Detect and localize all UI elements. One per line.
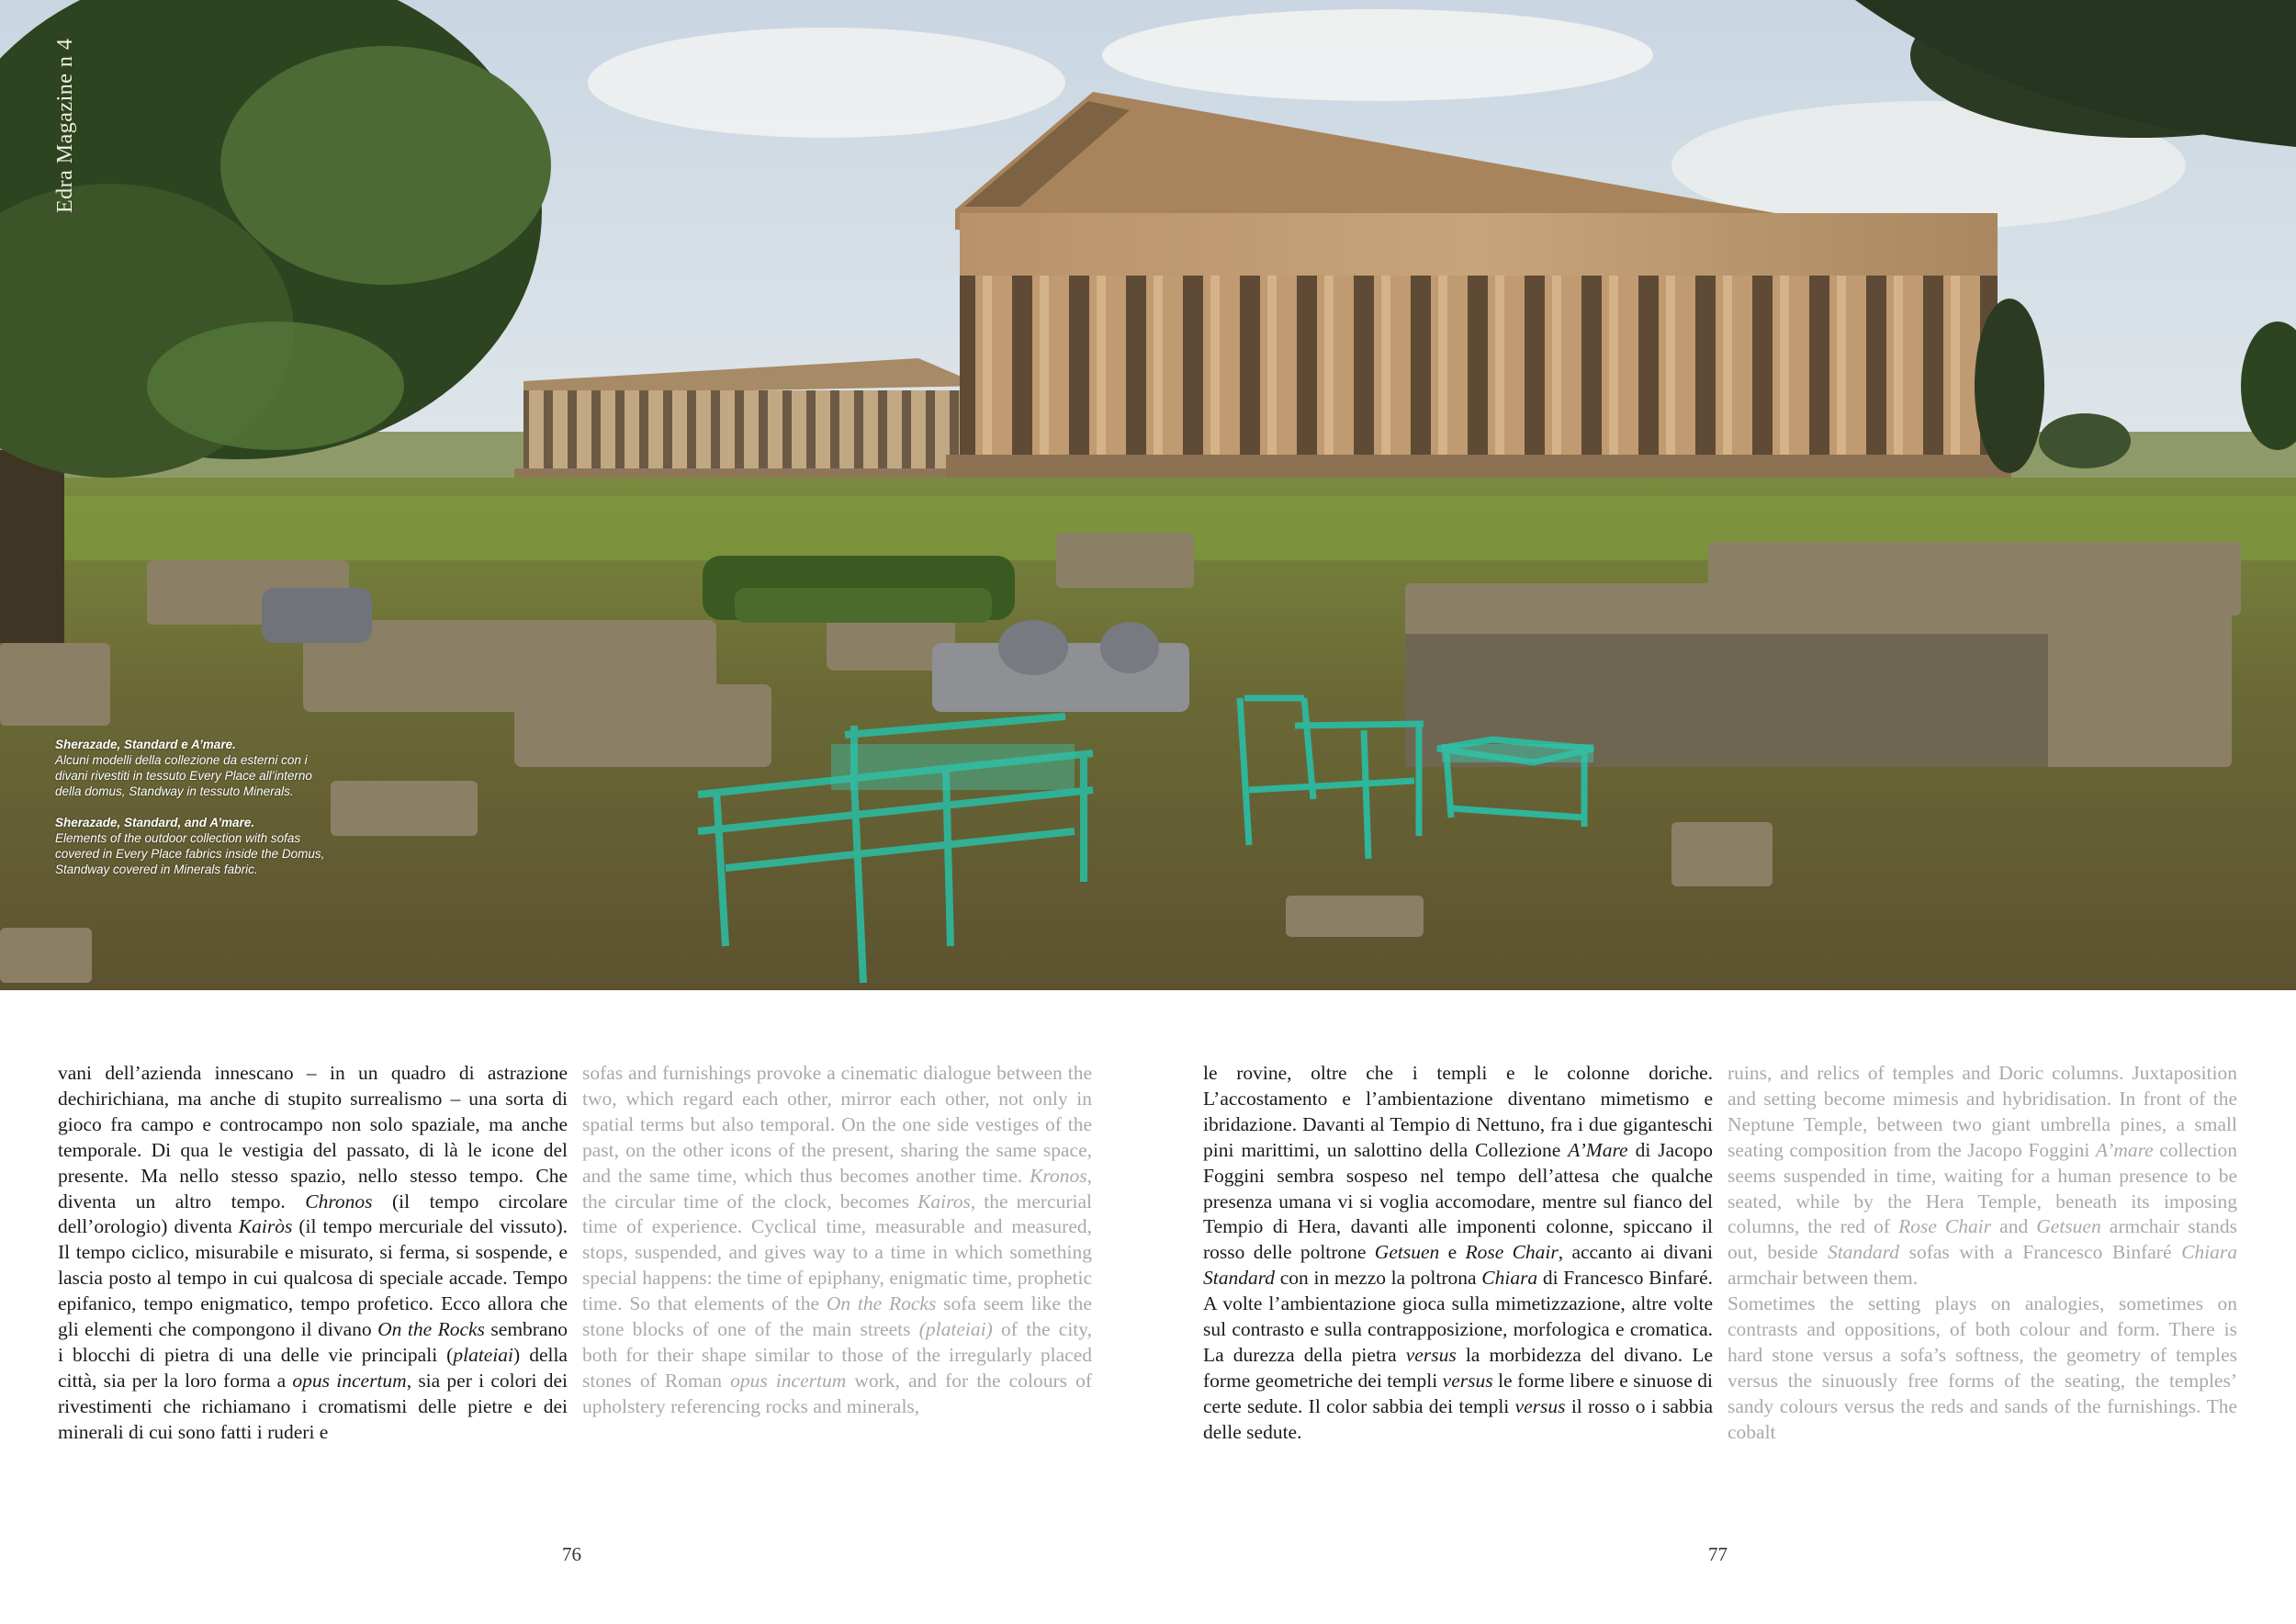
italic-run: A’Mare <box>1568 1138 1628 1161</box>
text-run: armchair stands out, beside <box>1728 1215 2237 1264</box>
italic-run: versus <box>1514 1394 1566 1417</box>
italic-run: On the Rocks <box>826 1292 937 1315</box>
italic-run: Chiara <box>1481 1267 1538 1290</box>
paragraph <box>58 1061 568 1446</box>
text-run: , sia per i colori dei rivestimenti che richiamano i cromatismi delle pietre e dei minerali di cui sono fatti i ruderi e <box>58 1369 568 1443</box>
italic-run: Rose Chair <box>1465 1241 1559 1264</box>
text-column-english-right <box>1728 1061 2237 1446</box>
photo-caption <box>55 737 331 877</box>
text-run: , the mercurial time of experience. Cyclical time, measurable and measured, stops, suspended, and gives way to a time in which something special happens: the time of epiphany, enigmatic time, prophetic time. So that elements of the <box>582 1190 1092 1315</box>
text-run: Sometimes the setting plays on analogies, sometimes on contrasts and oppositions, of both colour and form. There is hard stone versus a sofa’s softness, the geometry of temples versus the sinuously free forms of the seating, the temples’ sandy colours versus the reds and sands of the furnishings. The cobalt <box>1728 1292 2237 1443</box>
text-run: di Francesco Binfaré. A volte l’ambientazione gioca sulla mimetizzazione, altre volte sul contrasto e sulla contrapposizione, morfologica e cromatica. La durezza della pietra <box>1203 1267 1713 1366</box>
text-run: collection seems suspended in time, waiting for a human presence to be seated, while by the Hera Temple, beneath its imposing columns, the red of <box>1728 1138 2237 1238</box>
text-run: le rovine, oltre che i templi e le colonne doriche. L’accostamento e l’ambientazione diventano mimetismo e ibridazione. Davanti al Tempio di Nettuno, fra i due giganteschi pini marittimi, un salottino della Collezione <box>1203 1062 1713 1161</box>
italic-run: Kairos <box>917 1190 971 1212</box>
text-run: armchair between them. <box>1728 1267 1919 1290</box>
magazine-issue-label: Edra Magazine n 4 <box>53 38 77 213</box>
italic-run: opus incertum <box>292 1369 407 1392</box>
italic-run: (plateiai) <box>918 1318 993 1341</box>
italic-run: versus <box>1405 1343 1457 1366</box>
caption-title-it: Sherazade, Standard e A’mare. <box>55 738 236 751</box>
text-run: sofa seem like the stone blocks of one of the main streets <box>582 1292 1092 1341</box>
italic-run: plateiai <box>453 1343 514 1366</box>
italic-run: Chronos <box>305 1190 373 1212</box>
text-column-english-left <box>582 1061 1092 1420</box>
text-run: e <box>1439 1241 1466 1264</box>
text-run: il rosso o i sabbia delle sedute. <box>1203 1394 1713 1443</box>
paragraph <box>1728 1291 2237 1445</box>
text-run: le forme libere e sinuose di certe sedute. Il color sabbia dei templi <box>1203 1369 1713 1417</box>
text-run: sofas with a Francesco Binfaré <box>1899 1241 2182 1264</box>
text-run: vani dell’azienda innescano – in un quadro di astrazione dechirichiana, ma anche di stupito surrealismo – una sorta di gioco fra campo e controcampo non solo spaziale, ma anche temporale. Di qua le vestigia del passato, di là le icone del presente. Ma nello stesso spazio, nello stesso tempo. Che diventa un altro tempo. <box>58 1062 568 1212</box>
text-run: sembrano i blocchi di pietra di una delle vie principali ( <box>58 1318 568 1366</box>
paragraph <box>1203 1061 1713 1446</box>
text-run: , accanto ai divani <box>1558 1241 1713 1264</box>
italic-run: Getsuen <box>1374 1241 1440 1264</box>
text-run: la morbidezza del divano. Le forme geometriche dei templi <box>1203 1343 1713 1392</box>
text-run: (il tempo mercuriale del vissuto). Il tempo ciclico, misurabile e misurato, si ferma, si sospende, e lascia posto al tempo in cui qualcosa di speciale accade. Tempo epifanico, tempo enigmatico, tempo profetico. Ecco allora che gli elementi che compongono il divano <box>58 1215 568 1341</box>
italic-run: versus <box>1442 1369 1493 1392</box>
caption-body-en: Elements of the outdoor collection with sofas covered in Every Place fabrics inside the Domus, Standway covered in Minerals fabric. <box>55 831 325 876</box>
text-run: of the city, both for their shape similar to those of the irregularly placed stones of Roman <box>582 1318 1092 1392</box>
text-column-italian-right <box>1203 1061 1713 1446</box>
text-run: (il tempo circolare dell’orologio) diventa <box>58 1190 568 1238</box>
italic-run: Chiara <box>2181 1241 2238 1264</box>
italic-run: Standard <box>1827 1241 1899 1264</box>
text-run: ruins, and relics of temples and Doric columns. Juxtaposition and setting become mimesis and hybridisation. In front of the Neptune Temple, between two giant umbrella pines, a small seating composition from the Jacopo Foggini <box>1728 1062 2237 1161</box>
italic-run: Getsuen <box>2036 1215 2101 1238</box>
italic-run: Kronos <box>1030 1164 1087 1187</box>
page-number-right: 77 <box>1708 1543 1728 1565</box>
text-run: sofas and furnishings provoke a cinematic dialogue between the two, which regard each other, mirror each other, not only in spatial terms but also temporal. On the one side vestiges of the past, on the other icons of the present, sharing the same space, and the same time, which thus becomes another time. <box>582 1062 1092 1187</box>
italic-run: Kairòs <box>238 1215 293 1238</box>
text-run: di Jacopo Foggini sembra sospeso nel tempo dell’attesa che qualche presenza umana vi si voglia accomodare, mentre sul fianco del Tempio di Hera, davanti alle imponenti colonne, spiccano il rosso delle poltrone <box>1203 1138 1713 1264</box>
italic-run: opus incertum <box>730 1369 847 1392</box>
text-run: ) della città, sia per la loro forma a <box>58 1343 568 1392</box>
italic-run: On the Rocks <box>377 1318 485 1341</box>
caption-title-en: Sherazade, Standard, and A’mare. <box>55 816 255 829</box>
paragraph <box>582 1061 1092 1420</box>
italic-run: Rose Chair <box>1898 1215 1992 1238</box>
italic-run: Standard <box>1203 1267 1276 1290</box>
text-run: , the circular time of the clock, becomes <box>582 1164 1092 1212</box>
text-column-italian-left <box>58 1061 568 1446</box>
paragraph <box>1728 1061 2237 1291</box>
text-run: work, and for the colours of upholstery referencing rocks and minerals, <box>582 1369 1092 1417</box>
text-run: con in mezzo la poltrona <box>1275 1267 1482 1290</box>
text-run: and <box>1991 1215 2037 1238</box>
italic-run: A’mare <box>2095 1138 2154 1161</box>
page-number-left: 76 <box>562 1543 581 1565</box>
caption-body-it: Alcuni modelli della collezione da esterni con i divani rivestiti in tessuto Every Place all’interno della domus, Standway in tessuto Minerals. <box>55 753 312 798</box>
